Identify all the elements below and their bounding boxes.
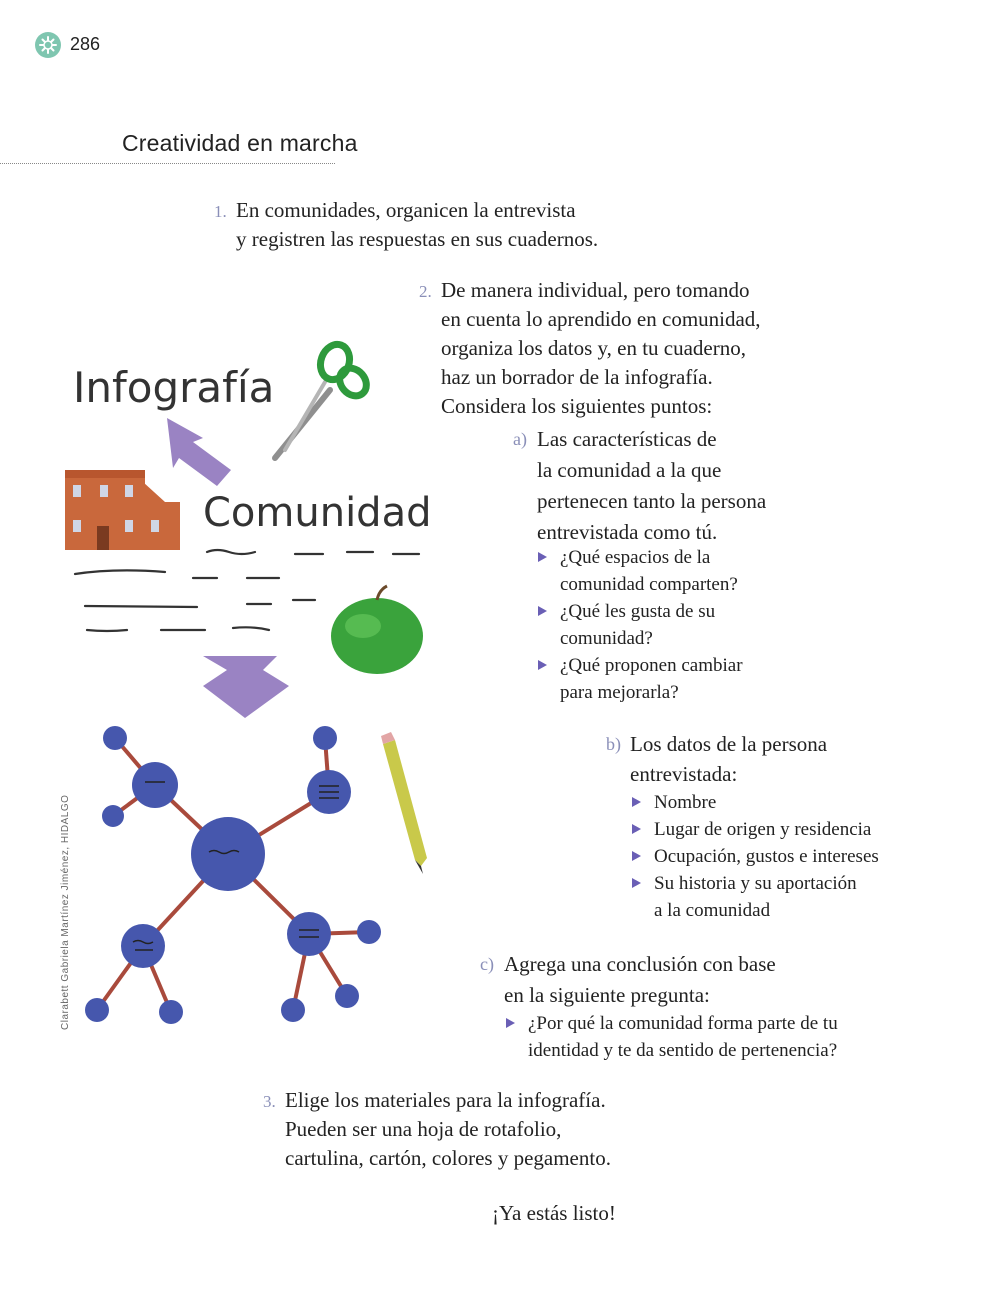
illustration-title: Infografía (73, 363, 275, 412)
closing-text: ¡Ya estás listo! (492, 1201, 616, 1225)
subitem-a (513, 424, 767, 548)
mind-map-node (121, 924, 165, 968)
step-line: Elige los materiales para la infografía. (285, 1088, 606, 1112)
bullet-line: identidad y te da sentido de pertenencia? (528, 1040, 838, 1061)
pencil-icon (381, 732, 427, 874)
page-number: 286 (70, 34, 101, 54)
bullet-line: Su historia y su aportación (654, 873, 857, 894)
step-line: en cuenta lo aprendido en comunidad, (441, 307, 761, 331)
bullet-line: ¿Por qué la comunidad forma parte de tu (528, 1013, 838, 1034)
bullet-triangle-icon (632, 878, 641, 888)
step-3 (263, 1086, 611, 1173)
mind-map-node (357, 920, 381, 944)
subitem-label: c) (480, 954, 494, 974)
step-line: De manera individual, pero tomando (441, 278, 750, 302)
apple-icon (331, 586, 423, 674)
bullet-triangle-icon (538, 606, 547, 616)
bullet-line: ¿Qué les gusta de su (560, 601, 716, 622)
subitem-line: pertenecen tanto la persona (537, 489, 767, 513)
bullet-list-c (528, 1010, 838, 1064)
mind-map-node (287, 912, 331, 956)
step-1 (214, 196, 599, 254)
step-number: 3. (263, 1092, 276, 1111)
subitem-line: Agrega una conclusión con base (504, 952, 776, 976)
bullet-triangle-icon (538, 552, 547, 562)
mind-map-node (335, 984, 359, 1008)
step-2 (419, 276, 761, 421)
subitem-line: en la siguiente pregunta: (504, 983, 710, 1007)
bullet-triangle-icon (538, 660, 547, 670)
bullet-item (654, 870, 879, 924)
bullet-line: Lugar de origen y residencia (654, 819, 872, 840)
mind-map-node (102, 805, 124, 827)
section-title: Creatividad en marcha (122, 130, 358, 156)
illustration-credit: Clarabett Gabriela Martínez Jiménez, HIDALGO (60, 794, 71, 1030)
step-number: 1. (214, 202, 227, 221)
bullet-triangle-icon (632, 824, 641, 834)
bullet-line: ¿Qué espacios de la (560, 547, 711, 568)
subitem-line: Los datos de la persona (630, 732, 828, 756)
subitem-line: la comunidad a la que (537, 458, 722, 482)
arrow-down-icon (203, 656, 289, 718)
bullet-line: Ocupación, gustos e intereses (654, 846, 879, 867)
bullet-line: comunidad? (560, 628, 653, 649)
bullet-line: a la comunidad (654, 900, 771, 921)
page-badge-icon (34, 31, 62, 59)
mind-map-node (132, 762, 178, 808)
section-divider (0, 163, 335, 164)
subitem-label: b) (606, 734, 621, 754)
subitem-c (480, 949, 776, 1011)
mind-map-node (103, 726, 127, 750)
step-line: cartulina, cartón, colores y pegamento. (285, 1146, 611, 1170)
bullet-item (528, 1010, 838, 1064)
illustration-subtitle: Comunidad (203, 490, 432, 536)
step-line: En comunidades, organicen la entrevista (236, 198, 576, 222)
bullet-item (654, 789, 879, 816)
step-line: haz un borrador de la infografía. (441, 365, 713, 389)
subitem-line: Las características de (537, 427, 717, 451)
bullet-list-b (654, 789, 879, 924)
bullet-triangle-icon (506, 1018, 515, 1028)
subitem-b (606, 729, 828, 789)
infographic-illustration (55, 330, 435, 1030)
bullet-line: Nombre (654, 792, 717, 813)
mind-map-node (281, 998, 305, 1022)
bullet-item (654, 816, 879, 843)
bullet-item (654, 843, 879, 870)
bullet-triangle-icon (632, 797, 641, 807)
step-line: y registren las respuestas en sus cuadernos. (236, 227, 599, 251)
step-line: Pueden ser una hoja de rotafolio, (285, 1117, 562, 1141)
building-icon (65, 470, 180, 550)
step-line: Considera los siguientes puntos: (441, 394, 713, 418)
mind-map-node (159, 1000, 183, 1024)
bullet-triangle-icon (632, 851, 641, 861)
mind-map-node (85, 998, 109, 1022)
bullet-line: para mejorarla? (560, 682, 679, 703)
step-number: 2. (419, 282, 432, 301)
step-line: organiza los datos y, en tu cuaderno, (441, 336, 746, 360)
bullet-list-a (560, 544, 743, 706)
subitem-label: a) (513, 429, 527, 449)
bullet-item (560, 598, 743, 652)
mind-map-node (313, 726, 337, 750)
mind-map-node-center (191, 817, 265, 891)
subitem-line: entrevistada como tú. (537, 520, 718, 544)
scissors-icon (275, 340, 372, 458)
arrow-up-icon (167, 418, 231, 486)
bullet-item (560, 544, 743, 598)
bullet-item (560, 652, 743, 706)
subitem-line: entrevistada: (630, 762, 738, 786)
bullet-line: ¿Qué proponen cambiar (560, 655, 743, 676)
bullet-line: comunidad comparten? (560, 574, 738, 595)
